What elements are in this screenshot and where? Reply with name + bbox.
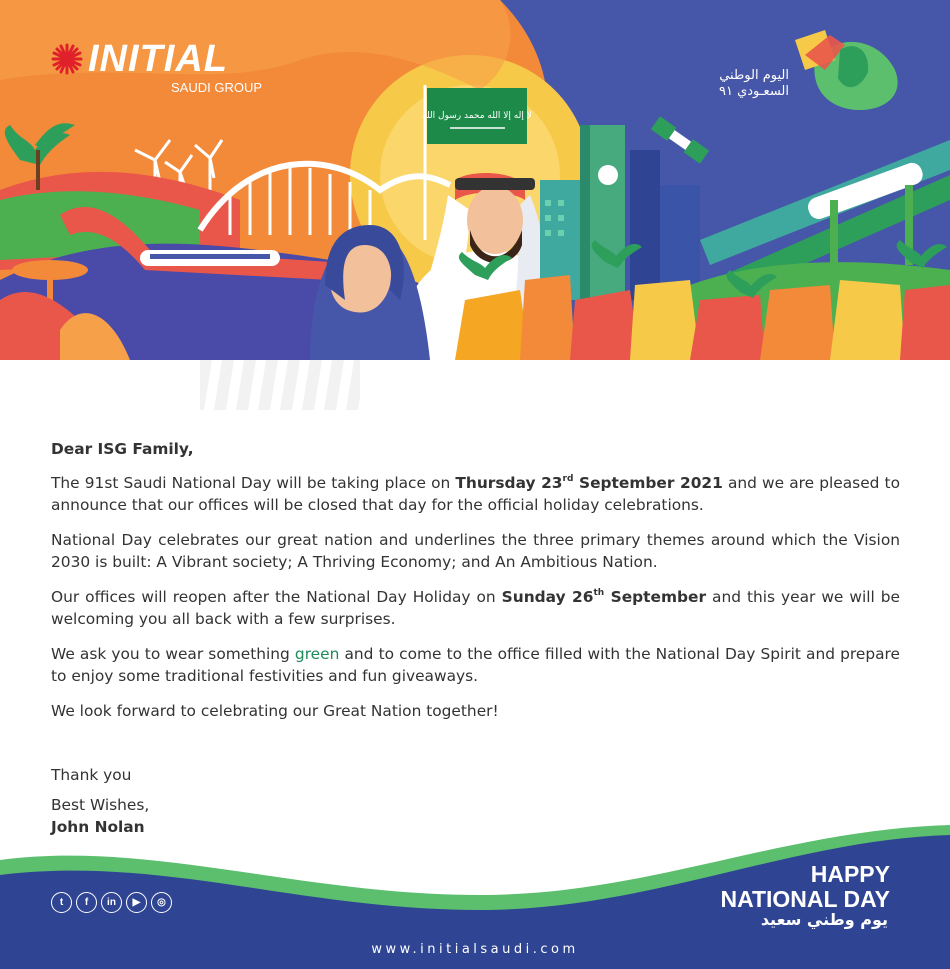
- linkedin-icon[interactable]: in: [101, 892, 122, 913]
- national-day-ar-line1: اليوم الوطني: [719, 68, 789, 83]
- p3-bold-b: September: [604, 587, 707, 606]
- p1-text-b: and we are pleased to announce that our offices will be closed that day for the official holiday celebrations.: [51, 473, 901, 514]
- website-link[interactable]: www.initialsaudi.com: [371, 942, 579, 957]
- paragraph-green: [51, 643, 900, 688]
- letter-body: [51, 438, 900, 734]
- p3-bold-a: Sunday 26: [501, 587, 594, 606]
- youtube-icon[interactable]: ▶: [126, 892, 147, 913]
- paragraph-vision: National Day celebrates our great nation and underlines the three primary themes around which the Vision 2030 is built: A Vibrant society; A Thriving Economy; and An Ambitious Nation.: [51, 530, 900, 571]
- national-day-ar-line2: السعـودي ٩١: [718, 84, 789, 99]
- thank-you: Thank you: [51, 766, 132, 784]
- p4-text-b: and to come to the office filled with the National Day Spirit and prepare to enjoy some traditional festivities and fun giveaways.: [51, 644, 900, 685]
- decorative-streaks: [200, 360, 360, 410]
- p1-sup: rd: [562, 473, 574, 484]
- instagram-icon[interactable]: ◎: [151, 892, 172, 913]
- brand-name: INITIAL: [88, 38, 228, 80]
- happy-line1: HAPPY: [810, 861, 890, 887]
- happy-national-day: [690, 862, 890, 912]
- brand-subtitle: SAUDI GROUP: [171, 80, 263, 95]
- p3-text-a: Our offices will reopen after the National Day Holiday on: [51, 587, 502, 606]
- starburst-icon: [50, 42, 84, 76]
- hero-banner: [0, 0, 950, 360]
- happy-national-day-arabic: يوم وطني سعيد: [760, 910, 888, 929]
- national-day-arabic-title: [695, 68, 789, 100]
- facebook-icon[interactable]: f: [76, 892, 97, 913]
- p4-green-word: green: [294, 644, 340, 663]
- best-wishes: Best Wishes,: [51, 796, 150, 814]
- p3-date-bold: [502, 588, 706, 606]
- social-links: [51, 892, 172, 913]
- twitter-icon[interactable]: t: [51, 892, 72, 913]
- paragraph-holiday: [51, 472, 900, 517]
- flag-text: لا إله إلا الله محمد رسول الله: [422, 111, 532, 121]
- p1-bold-b: September 2021: [573, 473, 723, 492]
- signature-name: John Nolan: [51, 818, 145, 836]
- p4-text-a: We ask you to wear something: [51, 644, 295, 663]
- p1-date-bold: [455, 474, 722, 492]
- p3-text-b: and this year we will be welcoming you all back with a few surprises.: [51, 587, 900, 628]
- p1-text-a: The 91st Saudi National Day will be taking place on: [51, 473, 456, 492]
- greeting: Dear ISG Family,: [51, 440, 194, 458]
- paragraph-reopen: [51, 586, 900, 631]
- happy-line2: NATIONAL DAY: [720, 886, 890, 912]
- paragraph-closing: We look forward to celebrating our Great Nation together!: [51, 701, 499, 720]
- p1-bold-a: Thursday 23: [455, 473, 563, 492]
- p3-sup: th: [593, 587, 605, 598]
